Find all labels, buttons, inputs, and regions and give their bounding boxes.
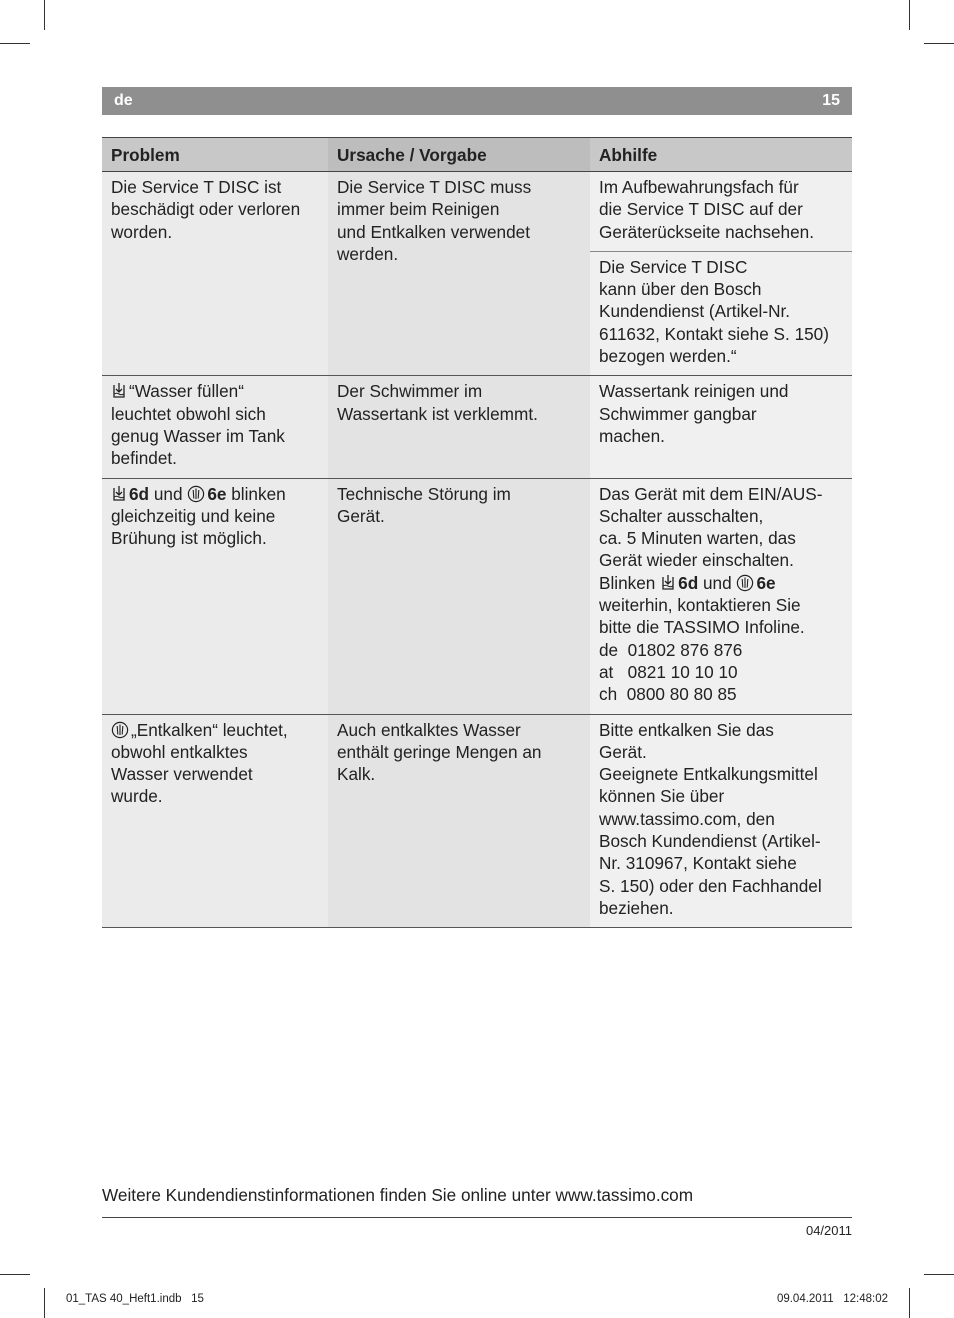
cell-line — [111, 719, 322, 741]
cell-line: immer beim Reinigen — [337, 199, 500, 220]
status-code: 6e — [207, 483, 227, 504]
crop-mark — [0, 1274, 30, 1275]
footer-divider — [102, 1217, 852, 1218]
cell-line: Nr. 310967, Kontakt siehe — [599, 853, 797, 874]
cell-line: Schwimmer gangbar — [599, 403, 757, 424]
cell-line: weiterhin, kontaktieren Sie — [599, 595, 801, 616]
cell-line: kann über den Bosch — [599, 279, 762, 300]
table-header-row — [102, 138, 852, 172]
crop-mark — [0, 43, 30, 44]
remedy-cell — [590, 376, 852, 478]
print-slug-file: 01_TAS 40_Heft1.indb 15 — [66, 1293, 204, 1305]
cell-line: Bosch Kundendienst (Artikel- — [599, 831, 821, 852]
cell-line: Geeignete Entkalkungsmittel — [599, 764, 818, 785]
cell-line: 611632, Kontakt siehe S. 150) — [599, 323, 829, 344]
cell-line: Die Service T DISC ist — [111, 177, 282, 197]
water-fill-icon — [111, 485, 127, 503]
cell-line: Gerät. — [599, 741, 647, 762]
status-code: 6e — [756, 572, 776, 593]
cell-line: und Entkalken verwendet — [337, 221, 531, 242]
cell-line: obwohl entkalktes — [111, 741, 248, 762]
footer-note: Weitere Kundendienstinformationen finden Sie online unter www.tassimo.com — [102, 1185, 694, 1205]
crop-mark — [44, 0, 45, 30]
table-row — [102, 376, 852, 478]
cell-line: Die Service T DISC muss — [337, 177, 532, 197]
cell-line: Im Aufbewahrungsfach für — [599, 177, 799, 197]
connector-text: und — [153, 483, 183, 504]
header-problem: Problem — [102, 138, 328, 172]
cell-line: Die Service T DISC — [599, 256, 748, 277]
header-remedy: Abhilfe — [590, 138, 852, 172]
cell-line — [111, 380, 322, 402]
cell-line: können Sie über — [599, 786, 725, 807]
cause-cell — [328, 172, 590, 376]
descale-icon — [187, 485, 205, 503]
cause-cell — [328, 714, 590, 928]
cell-line: enthält geringe Mengen an — [337, 741, 542, 762]
phone-line: at 0821 10 10 10 — [599, 661, 738, 682]
table-row — [102, 714, 852, 928]
cell-line: beschädigt oder verloren — [111, 199, 301, 220]
remedy-cell — [590, 251, 852, 375]
crop-mark — [909, 0, 910, 30]
cell-line: wurde. — [111, 786, 163, 807]
cell-line: worden. — [111, 221, 173, 242]
crop-mark — [924, 43, 954, 44]
cell-line: Der Schwimmer im — [337, 381, 483, 402]
cell-line: Wassertank reinigen und — [599, 381, 789, 402]
cell-line: Kalk. — [337, 764, 376, 785]
remedy-text: Blinken — [599, 572, 656, 593]
cell-line: Wassertank ist verklemmt. — [337, 403, 538, 424]
table-row — [102, 172, 852, 252]
cell-line: bitte die TASSIMO Infoline. — [599, 617, 805, 638]
problem-cell — [102, 478, 328, 714]
cell-line: ca. 5 Minuten warten, das — [599, 528, 796, 549]
cell-line: bezogen werden.“ — [599, 346, 737, 367]
cell-line: Bitte entkalken Sie das — [599, 719, 774, 740]
water-fill-icon — [660, 574, 676, 592]
cell-line: befindet. — [111, 448, 177, 469]
status-code: 6d — [129, 483, 150, 504]
print-slug-timestamp: 09.04.2011 12:48:02 — [776, 1293, 888, 1305]
cell-line: Schalter ausschalten, — [599, 505, 764, 526]
header-bar — [102, 87, 852, 115]
phone-line: ch 0800 80 80 85 — [599, 684, 737, 705]
cause-cell — [328, 376, 590, 478]
status-code: 6d — [678, 572, 699, 593]
problem-cell — [102, 172, 328, 376]
cell-line: Technische Störung im — [337, 483, 511, 504]
cell-line: Brühung ist möglich. — [111, 528, 267, 549]
cell-line: Das Gerät mit dem EIN/AUS- — [599, 483, 823, 504]
remedy-cell — [590, 714, 852, 928]
page-number: 15 — [822, 92, 840, 109]
connector-text: und — [703, 572, 732, 593]
footer-date: 04/2011 — [805, 1223, 852, 1238]
remedy-cell — [590, 172, 852, 252]
water-fill-icon — [111, 382, 127, 400]
cell-line: S. 150) oder den Fachhandel — [599, 875, 822, 896]
problem-text: “Wasser füllen“ — [129, 381, 244, 402]
problem-text: „Entkalken“ leuchtet, — [131, 719, 288, 740]
troubleshooting-table — [102, 137, 852, 928]
cell-line: Kundendienst (Artikel-Nr. — [599, 301, 791, 322]
crop-mark — [44, 1288, 45, 1318]
language-code: de — [114, 92, 133, 109]
cell-line: Auch entkalktes Wasser — [337, 719, 521, 740]
cell-line: machen. — [599, 425, 665, 446]
cell-line: werden. — [337, 243, 399, 264]
cell-line — [599, 572, 846, 594]
phone-line: de 01802 876 876 — [599, 639, 743, 660]
problem-text: blinken — [231, 483, 286, 504]
cell-line: Gerät. — [337, 505, 385, 526]
problem-cell — [102, 714, 328, 928]
cell-line: beziehen. — [599, 897, 674, 918]
cell-line: Wasser verwendet — [111, 764, 253, 785]
crop-mark — [909, 1288, 910, 1318]
cause-cell — [328, 478, 590, 714]
header-cause: Ursache / Vorgabe — [328, 138, 590, 172]
cell-line: die Service T DISC auf der — [599, 199, 803, 220]
descale-icon — [736, 574, 754, 592]
descale-icon — [111, 721, 129, 739]
remedy-cell — [590, 478, 852, 714]
crop-mark — [924, 1274, 954, 1275]
cell-line — [111, 483, 322, 505]
problem-cell — [102, 376, 328, 478]
table-row — [102, 478, 852, 714]
cell-line: Gerät wieder einschalten. — [599, 550, 794, 571]
cell-line: genug Wasser im Tank — [111, 425, 285, 446]
cell-line: leuchtet obwohl sich — [111, 403, 266, 424]
cell-line: gleichzeitig und keine — [111, 505, 276, 526]
cell-line: Geräterückseite nachsehen. — [599, 221, 814, 242]
cell-line: www.tassimo.com, den — [599, 808, 775, 829]
